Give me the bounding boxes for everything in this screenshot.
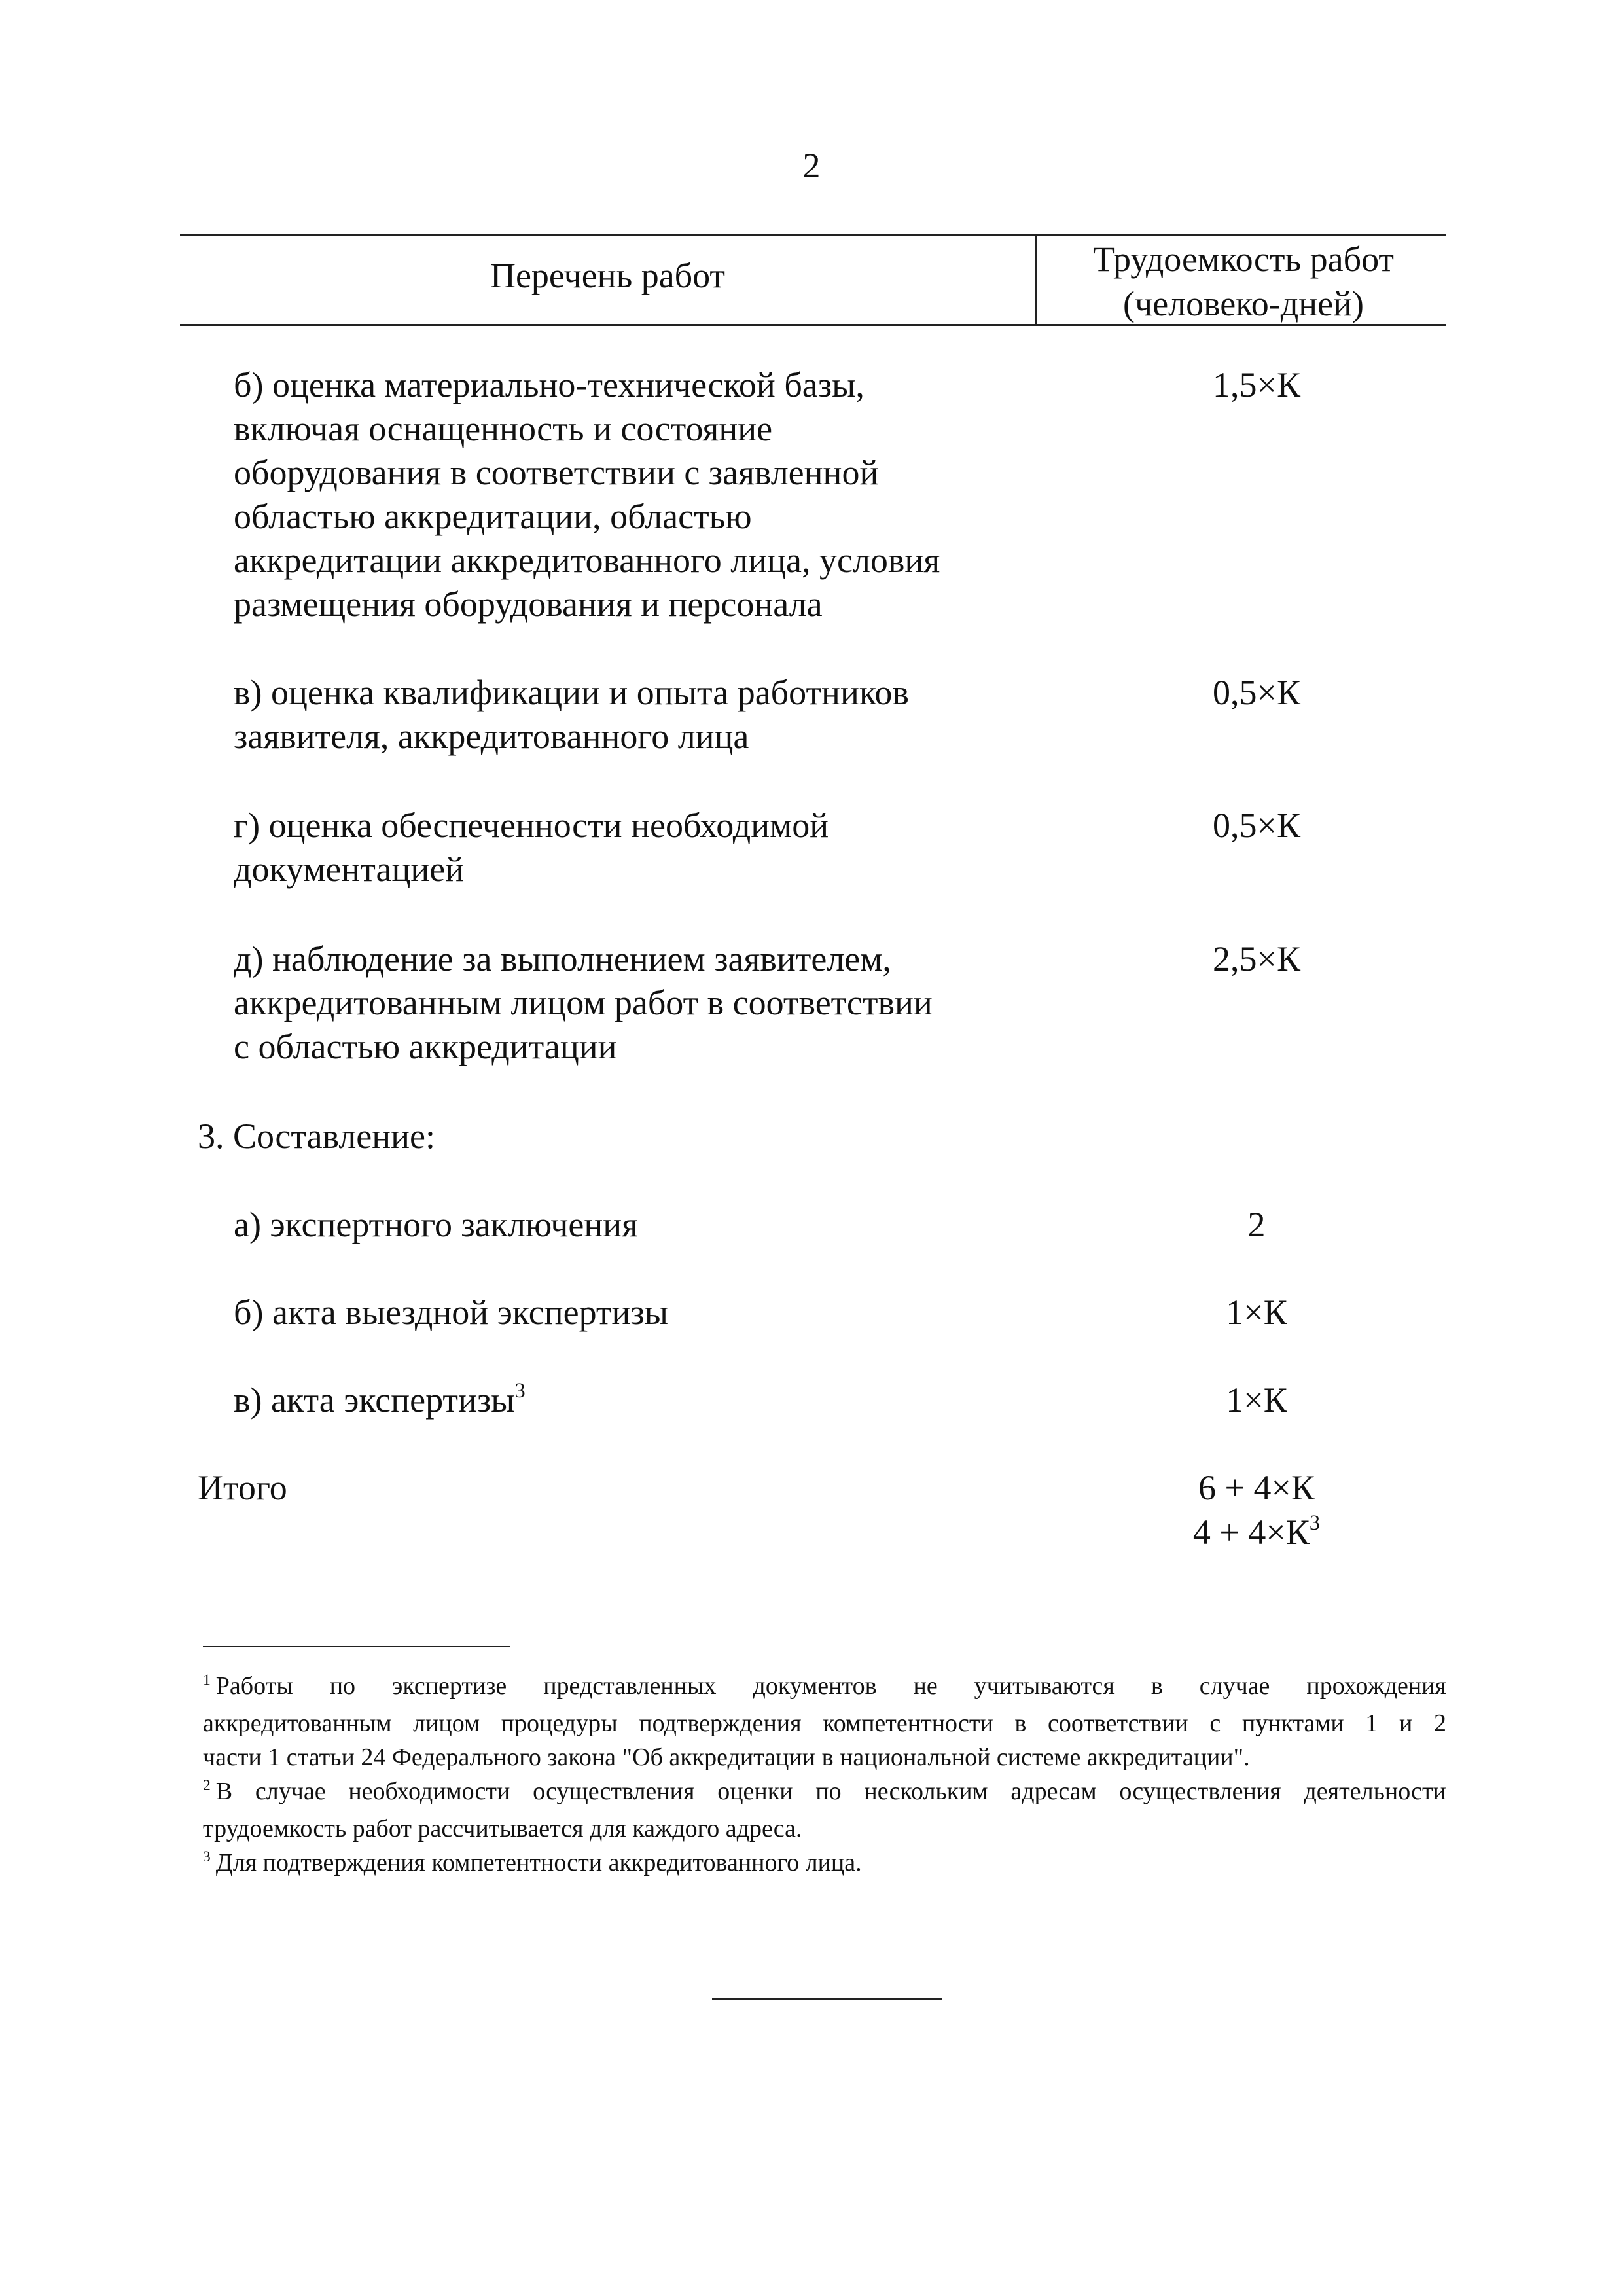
item-v-value: 0,5×К	[1213, 673, 1300, 712]
item-b-text	[234, 363, 1039, 626]
item-g-line: г) оценка обеспеченности необходимой	[234, 806, 829, 845]
footnote-2-line: $^2$ В случае необходимости осуществления оценки по нескольким адресам осуществления деятельности	[203, 1777, 1446, 1805]
item-d-line: д) наблюдение за выполнением заявителем,	[234, 939, 891, 978]
item-d-line: аккредитованным лицом работ в соответствии	[234, 983, 933, 1022]
total-footnote-ref-3: 3	[1309, 1511, 1321, 1535]
item-b-line: областью аккредитации, областью	[234, 497, 752, 536]
footnote-ref-3: 3	[514, 1379, 526, 1403]
item-b-value: 1,5×К	[1213, 365, 1300, 404]
item-g-value: 0,5×К	[1213, 806, 1300, 845]
column-header-labor	[1041, 237, 1446, 326]
total-value-2	[1113, 1511, 1400, 1560]
footnote-2-mark: 2	[203, 1777, 211, 1794]
footnote-3	[203, 1846, 1446, 1883]
end-of-document-rule	[712, 1998, 942, 2000]
column-header-labor-line2: (человеко-дней)	[1123, 284, 1364, 323]
section-3-item-a-value: 2	[1247, 1205, 1266, 1244]
table-header-divider	[1035, 234, 1037, 326]
item-b-line: б) оценка материально-технической базы,	[234, 365, 865, 404]
footnote-2	[203, 1774, 1446, 1846]
footnote-1-mark: 1	[203, 1672, 211, 1689]
item-d-text	[234, 937, 1039, 1069]
footnote-separator	[203, 1646, 510, 1647]
total-value-2-text: 4 + 4×К	[1192, 1513, 1310, 1552]
footnote-1-line: аккредитованным лицом процедуры подтверждения компетентности в соответствии с пунктами 1 и 2	[203, 1710, 1446, 1737]
footnote-3-mark: 3	[203, 1848, 211, 1865]
footnote-3-line: $^3$ Для подтверждения компетентности аккредитованного лица.	[203, 1848, 862, 1876]
item-g-text	[234, 804, 1039, 891]
section-3-item-v-text: в) акта экспертизы	[234, 1380, 515, 1420]
item-b-line: аккредитации аккредитованного лица, условия	[234, 541, 940, 580]
column-header-works: Перечень работ	[490, 256, 726, 295]
footnote-1-line: $^1$ Работы по экспертизе представленных документов не учитываются в случае прохождения	[203, 1672, 1446, 1700]
item-d-value: 2,5×К	[1213, 939, 1300, 978]
section-3-item-v-value: 1×К	[1226, 1380, 1287, 1420]
column-header-labor-line1: Трудоемкость работ	[1093, 240, 1394, 279]
item-v-line: заявителя, аккредитованного лица	[234, 717, 749, 756]
item-g-line: документацией	[234, 850, 465, 889]
table-top-rule	[180, 234, 1446, 236]
item-d-line: с областью аккредитации	[234, 1027, 617, 1066]
item-b-line: включая оснащенность и состояние	[234, 409, 773, 448]
section-3-item-b-text: б) акта выездной экспертизы	[234, 1293, 669, 1332]
section-3-item-b-value: 1×К	[1226, 1293, 1287, 1332]
footnote-1-line: части 1 статьи 24 Федерального закона "Об аккредитации в национальной системе аккредитации".	[203, 1744, 1250, 1771]
total-label: Итого	[198, 1468, 287, 1507]
section-3-title: 3. Составление:	[198, 1117, 436, 1156]
footnote-1	[203, 1669, 1446, 1774]
section-3-item-a-text: а) экспертного заключения	[234, 1205, 638, 1244]
item-b-line: размещения оборудования и персонала	[234, 584, 823, 624]
page-number: 2	[802, 146, 821, 185]
item-v-text	[234, 671, 1039, 759]
section-3-item-v	[234, 1378, 526, 1427]
item-b-line: оборудования в соответствии с заявленной	[234, 453, 879, 492]
total-value-1: 6 + 4×К	[1198, 1468, 1315, 1507]
footnote-2-line: трудоемкость работ рассчитывается для каждого адреса.	[203, 1815, 802, 1842]
item-v-line: в) оценка квалификации и опыта работников	[234, 673, 909, 712]
footnotes	[203, 1669, 1446, 1883]
